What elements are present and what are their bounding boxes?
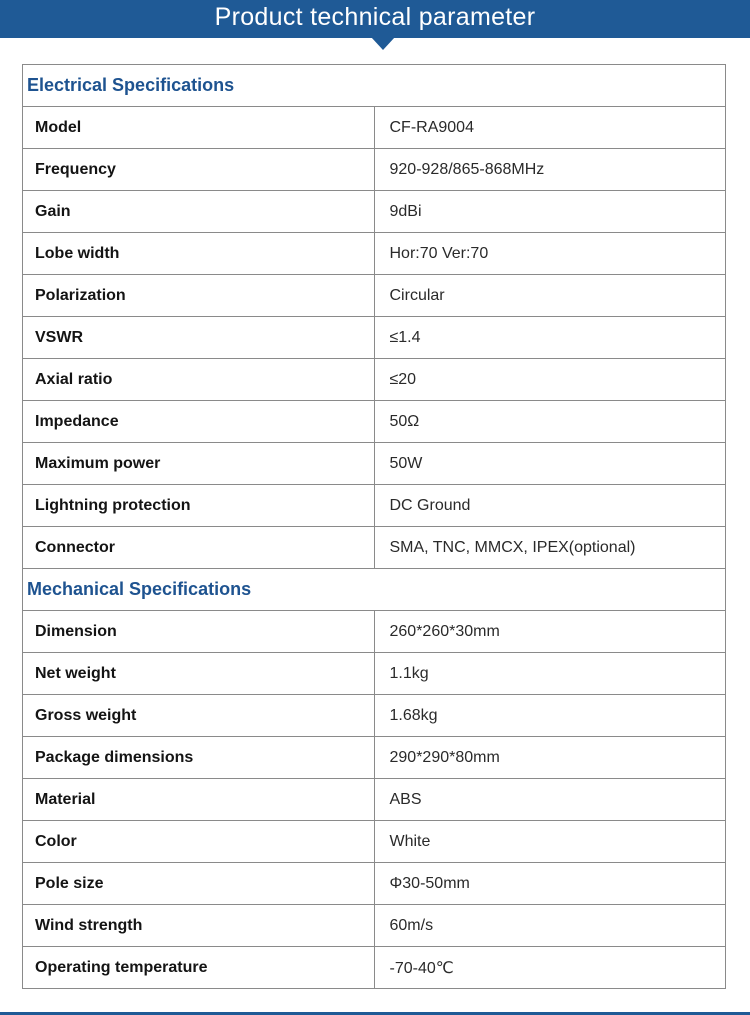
row-label: Color: [23, 821, 375, 863]
row-value: 260*260*30mm: [374, 611, 726, 653]
table-row: [23, 275, 726, 317]
table-row: [23, 401, 726, 443]
row-value: DC Ground: [374, 485, 726, 527]
spec-table-body: [23, 65, 726, 989]
banner-pointer-icon: [371, 37, 395, 50]
row-value: White: [374, 821, 726, 863]
row-value: 1.68kg: [374, 695, 726, 737]
row-value: Circular: [374, 275, 726, 317]
table-row: [23, 821, 726, 863]
row-label: Pole size: [23, 863, 375, 905]
row-value: 50W: [374, 443, 726, 485]
row-value: 920-928/865-868MHz: [374, 149, 726, 191]
row-value: Hor:70 Ver:70: [374, 233, 726, 275]
table-row: [23, 779, 726, 821]
table-row: [23, 737, 726, 779]
section-heading-mechanical: Mechanical Specifications: [23, 569, 726, 611]
row-label: Polarization: [23, 275, 375, 317]
row-label: Operating temperature: [23, 947, 375, 989]
row-value: SMA, TNC, MMCX, IPEX(optional): [374, 527, 726, 569]
table-row: [23, 317, 726, 359]
row-label: Gross weight: [23, 695, 375, 737]
row-value: ≤1.4: [374, 317, 726, 359]
row-value: CF-RA9004: [374, 107, 726, 149]
table-row: [23, 233, 726, 275]
row-label: Material: [23, 779, 375, 821]
header-banner: [0, 0, 750, 38]
table-row: [23, 947, 726, 989]
row-label: Frequency: [23, 149, 375, 191]
row-label: Lobe width: [23, 233, 375, 275]
row-label: VSWR: [23, 317, 375, 359]
table-row: [23, 863, 726, 905]
table-row: [23, 695, 726, 737]
row-label: Net weight: [23, 653, 375, 695]
table-row: [23, 359, 726, 401]
section-heading-electrical: Electrical Specifications: [23, 65, 726, 107]
table-row: [23, 443, 726, 485]
table-row: [23, 191, 726, 233]
row-value: 60m/s: [374, 905, 726, 947]
row-value: ≤20: [374, 359, 726, 401]
row-label: Wind strength: [23, 905, 375, 947]
row-label: Lightning protection: [23, 485, 375, 527]
table-row: [23, 905, 726, 947]
row-label: Dimension: [23, 611, 375, 653]
table-row: [23, 485, 726, 527]
row-value: 290*290*80mm: [374, 737, 726, 779]
row-label: Connector: [23, 527, 375, 569]
section-row-electrical: [23, 65, 726, 107]
row-label: Impedance: [23, 401, 375, 443]
table-row: [23, 653, 726, 695]
row-value: Φ30-50mm: [374, 863, 726, 905]
table-row: [23, 149, 726, 191]
row-label: Model: [23, 107, 375, 149]
table-row: [23, 107, 726, 149]
row-value: 9dBi: [374, 191, 726, 233]
section-row-mechanical: [23, 569, 726, 611]
row-label: Package dimensions: [23, 737, 375, 779]
row-value: -70-40℃: [374, 947, 726, 989]
page-title: Product technical parameter: [214, 3, 536, 31]
table-row: [23, 527, 726, 569]
row-label: Maximum power: [23, 443, 375, 485]
table-row: [23, 611, 726, 653]
row-label: Gain: [23, 191, 375, 233]
row-value: ABS: [374, 779, 726, 821]
row-label: Axial ratio: [23, 359, 375, 401]
row-value: 50Ω: [374, 401, 726, 443]
spec-table: [22, 64, 726, 989]
row-value: 1.1kg: [374, 653, 726, 695]
